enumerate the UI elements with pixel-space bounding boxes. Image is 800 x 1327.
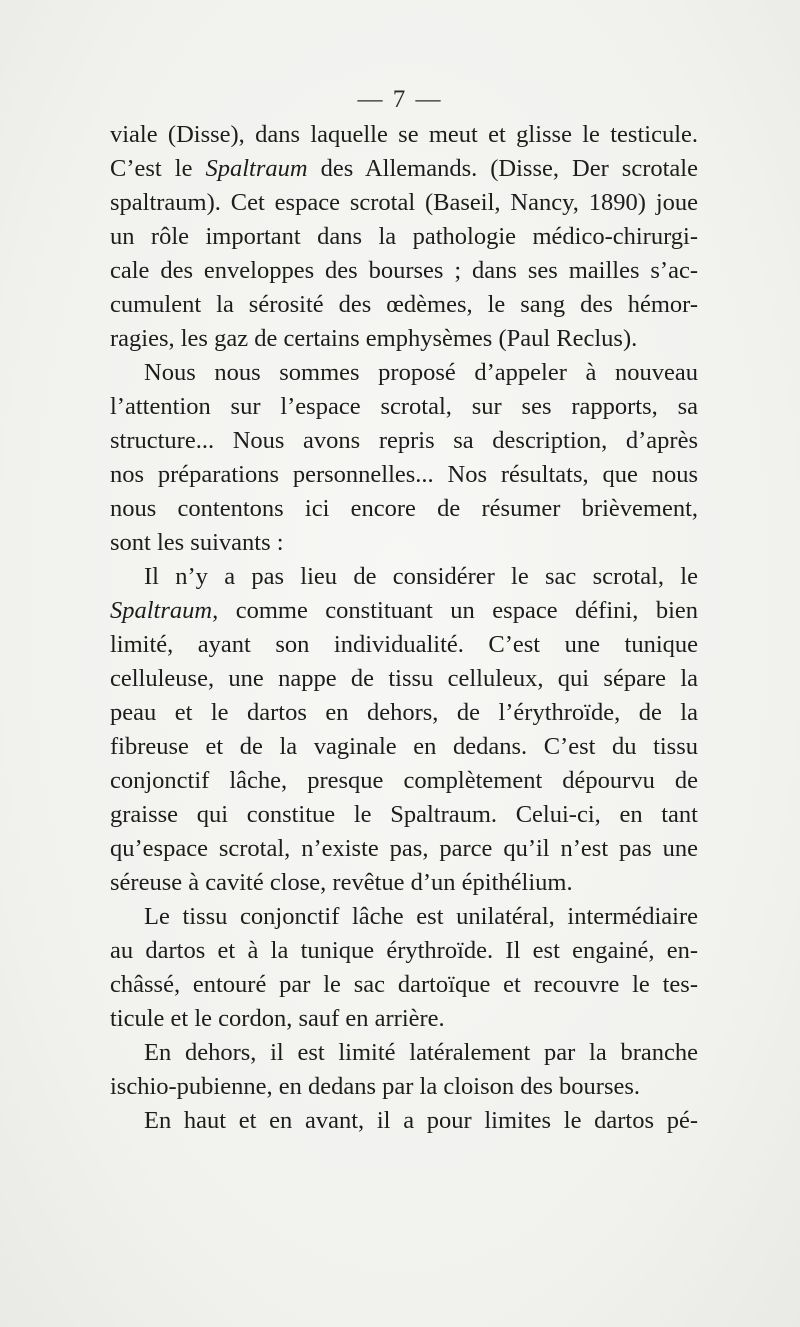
text-line: [110, 526, 698, 560]
text-span: Il n’y a pas lieu de considérer le sac scrotal, le: [144, 563, 698, 590]
text-line: [110, 1104, 698, 1138]
text-line: [110, 730, 698, 764]
text-span: C’est le: [110, 155, 206, 182]
text-span: nous contentons ici encore de résumer brièvement,: [110, 495, 698, 522]
body-text: [110, 118, 698, 1138]
text-line: [110, 594, 698, 628]
text-span: viale (Disse), dans laquelle se meut et glisse le testicule.: [110, 121, 698, 148]
text-span: comme constituant un espace défini, bien: [218, 597, 698, 624]
text-line: [110, 492, 698, 526]
text-line: [110, 968, 698, 1002]
text-span: graisse qui constitue le Spaltraum. Celui-ci, en tant: [110, 801, 698, 828]
text-line: [110, 662, 698, 696]
text-line: [110, 764, 698, 798]
page-number: — 7 —: [357, 86, 443, 113]
text-span: ticule et le cordon, sauf en arrière.: [110, 1005, 445, 1032]
text-line: [110, 322, 698, 356]
text-span: peau et le dartos en dehors, de l’érythroïde, de la: [110, 699, 698, 726]
text-line: [110, 356, 698, 390]
text-line: [110, 424, 698, 458]
text-span: limité, ayant son individualité. C’est une tunique: [110, 631, 698, 658]
text-span: Le tissu conjonctif lâche est unilatéral, intermédiaire: [144, 903, 698, 930]
text-line: [110, 696, 698, 730]
text-line: [110, 628, 698, 662]
text-line: [110, 1070, 698, 1104]
text-span: l’attention sur l’espace scrotal, sur ses rapports, sa: [110, 393, 698, 420]
text-line: [110, 798, 698, 832]
text-span: conjonctif lâche, presque complètement dépourvu de: [110, 767, 698, 794]
text-span: au dartos et à la tunique érythroïde. Il est engainé, en-: [110, 937, 698, 964]
text-line: [110, 832, 698, 866]
text-span: séreuse à cavité close, revêtue d’un épithélium.: [110, 869, 573, 896]
text-span: En dehors, il est limité latéralement par la branche: [144, 1039, 698, 1066]
text-span: châssé, entouré par le sac dartoïque et recouvre le tes-: [110, 971, 698, 998]
text-span: cale des enveloppes des bourses ; dans ses mailles s’ac-: [110, 257, 698, 284]
text-span: ragies, les gaz de certains emphysèmes (Paul Reclus).: [110, 325, 638, 352]
text-span: Nous nous sommes proposé d’appeler à nouveau: [144, 359, 698, 386]
text-line: [110, 118, 698, 152]
italic-text: Spaltraum,: [110, 597, 219, 624]
text-span: structure... Nous avons repris sa description, d’après: [110, 427, 698, 454]
text-span: des Allemands. (Disse, Der scrotale: [307, 155, 698, 182]
text-span: En haut et en avant, il a pour limites le dartos pé-: [144, 1107, 698, 1134]
text-line: [110, 1036, 698, 1070]
text-span: nos préparations personnelles... Nos résultats, que nous: [110, 461, 698, 488]
text-span: spaltraum). Cet espace scrotal (Baseil, Nancy, 1890) joue: [110, 189, 698, 216]
text-span: qu’espace scrotal, n’existe pas, parce qu’il n’est pas une: [110, 835, 698, 862]
text-span: un rôle important dans la pathologie médico-chirurgi-: [110, 223, 698, 250]
text-line: [110, 152, 698, 186]
text-span: sont les suivants :: [110, 529, 284, 556]
text-line: [110, 186, 698, 220]
text-line: [110, 390, 698, 424]
text-line: [110, 934, 698, 968]
text-span: fibreuse et de la vaginale en dedans. C’est du tissu: [110, 733, 698, 760]
text-line: [110, 866, 698, 900]
text-line: [110, 1002, 698, 1036]
text-span: ischio-pubienne, en dedans par la cloison des bourses.: [110, 1073, 641, 1100]
text-line: [110, 900, 698, 934]
text-line: [110, 458, 698, 492]
text-line: [110, 560, 698, 594]
text-line: [110, 288, 698, 322]
italic-text: Spaltraum: [205, 155, 308, 182]
text-line: [110, 254, 698, 288]
text-span: celluleuse, une nappe de tissu celluleux, qui sépare la: [110, 665, 698, 692]
text-line: [110, 220, 698, 254]
text-span: cumulent la sérosité des œdèmes, le sang des hémor-: [110, 291, 698, 318]
